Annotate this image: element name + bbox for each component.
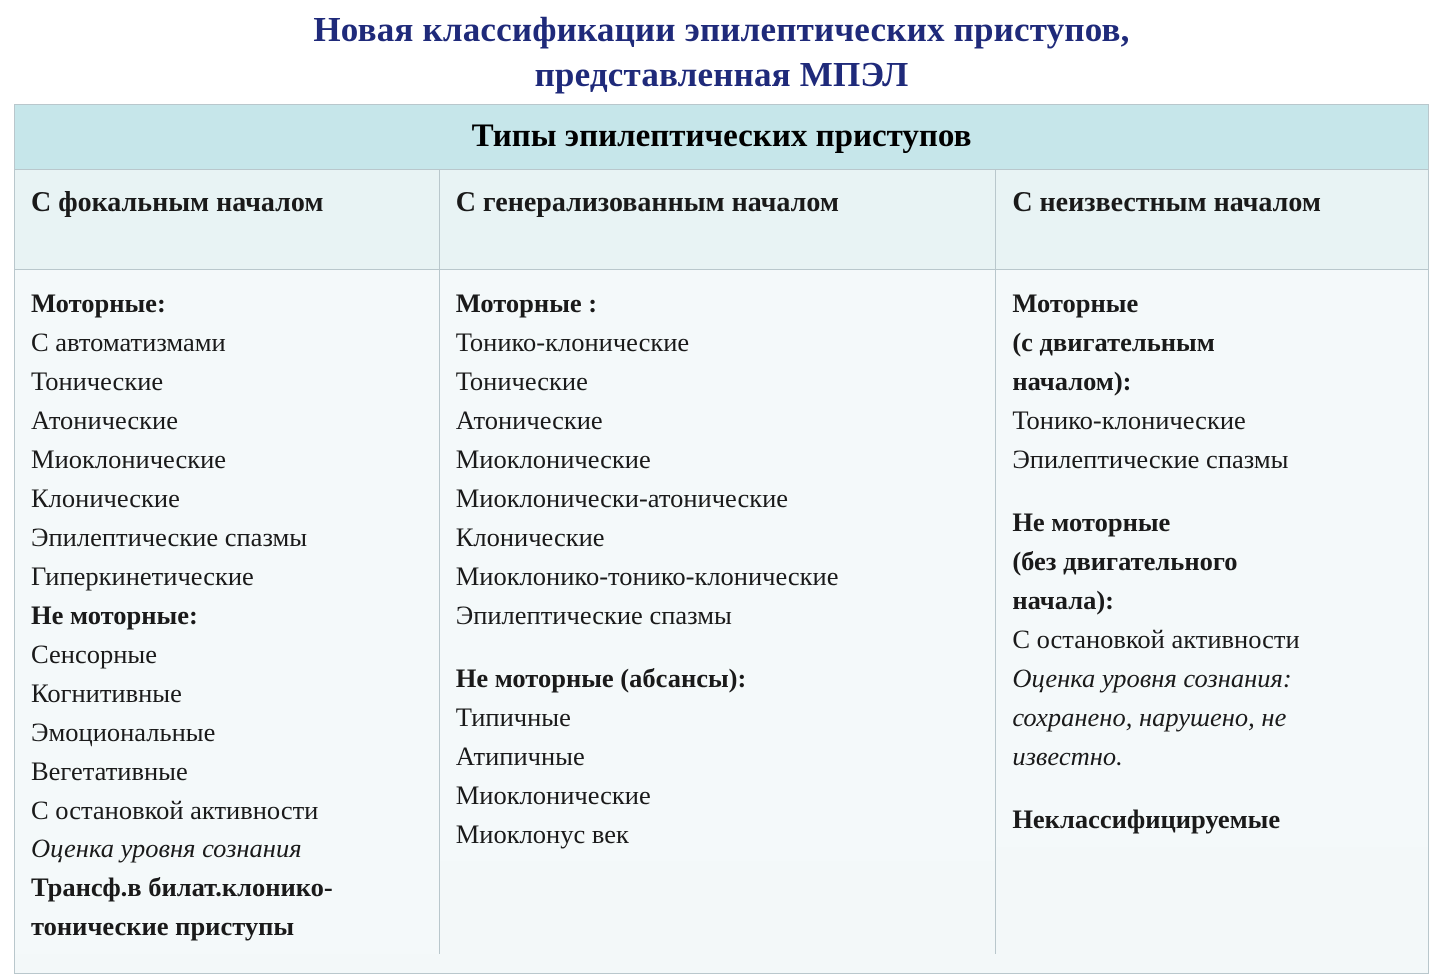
column-focal-onset <box>15 170 440 954</box>
table-header-title: Типы эпилептических приступов <box>15 104 1428 171</box>
column-unknown-onset <box>996 170 1428 954</box>
list-item: Миоклонико-тонико-клонические <box>455 560 839 591</box>
list-item: Эпилептические спазмы <box>455 599 732 630</box>
list-item: Миоклонические <box>455 443 651 474</box>
list-item: известно. <box>1012 740 1123 771</box>
list-item: тонические приступы <box>31 911 295 942</box>
table-columns <box>15 170 1428 954</box>
column-body-unknown-onset <box>996 270 1428 846</box>
seizure-classification-table <box>14 104 1429 974</box>
list-item: Эпилептические спазмы <box>31 521 308 552</box>
list-spacer <box>1012 479 1412 503</box>
list-item: Атипичные <box>455 740 585 771</box>
list-item: Типичные <box>455 701 571 732</box>
list-item: (с двигательным <box>1012 327 1215 358</box>
list-item: Не моторные <box>1012 506 1171 537</box>
column-body-focal-onset <box>15 270 439 954</box>
list-item: Атонические <box>31 405 178 435</box>
list-item: Клонические <box>31 482 180 513</box>
list-item: Сенсорные <box>31 638 157 669</box>
list-item: Миоклонически-атонические <box>455 482 789 513</box>
list-item: начала): <box>1012 584 1114 615</box>
column-generalized-onset <box>440 170 997 954</box>
list-spacer <box>456 635 980 659</box>
list-item: С автоматизмами <box>31 327 226 358</box>
list-item: Неклассифицируемые <box>1012 803 1281 834</box>
list-item: Не моторные: <box>31 599 198 630</box>
list-item: С остановкой активности <box>31 794 319 825</box>
list-item: Миоклонические <box>455 779 651 810</box>
list-item: Тонико-клонические <box>455 327 690 358</box>
list-item: Когнитивные <box>31 677 182 708</box>
list-item: Тонические <box>31 366 164 397</box>
list-item: Вегетативные <box>31 755 188 786</box>
list-item: Эпилептические спазмы <box>1012 443 1289 474</box>
list-item: сохранено, нарушено, не <box>1012 701 1287 732</box>
list-spacer <box>1012 776 1412 800</box>
list-item: Миоклонические <box>31 443 227 474</box>
list-item: Тонические <box>455 366 588 397</box>
list-item: С остановкой активности <box>1012 623 1300 654</box>
list-item: Оценка уровня сознания <box>31 833 302 864</box>
column-body-generalized-onset <box>440 270 996 861</box>
list-item: Атонические <box>455 405 603 435</box>
column-header-generalized-onset: С генерализованным началом <box>440 170 996 270</box>
list-item: Трансф.в билат.клонико- <box>31 872 333 903</box>
page-title-line-1: Новая классификации эпилептических приступов, <box>313 10 1130 49</box>
list-item: Моторные <box>1012 288 1139 319</box>
list-item: Клонические <box>455 521 605 552</box>
column-header-focal-onset: С фокальным началом <box>15 170 439 270</box>
list-item: Не моторные (абсансы): <box>455 662 747 693</box>
page-title-line-2: представленная МПЭЛ <box>534 54 909 94</box>
column-header-unknown-onset: С неизвестным началом <box>996 170 1428 270</box>
page-title <box>0 0 1443 104</box>
list-item: Моторные : <box>455 288 598 319</box>
list-item: Эмоциональные <box>31 716 216 747</box>
list-item: началом): <box>1012 366 1132 397</box>
list-item: Тонико-клонические <box>1012 405 1246 435</box>
list-item: Оценка уровня сознания: <box>1012 662 1292 693</box>
list-item: Миоклонус век <box>455 818 629 849</box>
list-item: (без двигательного <box>1012 545 1238 576</box>
list-item: Гиперкинетические <box>31 560 254 591</box>
list-item: Моторные: <box>31 288 166 319</box>
